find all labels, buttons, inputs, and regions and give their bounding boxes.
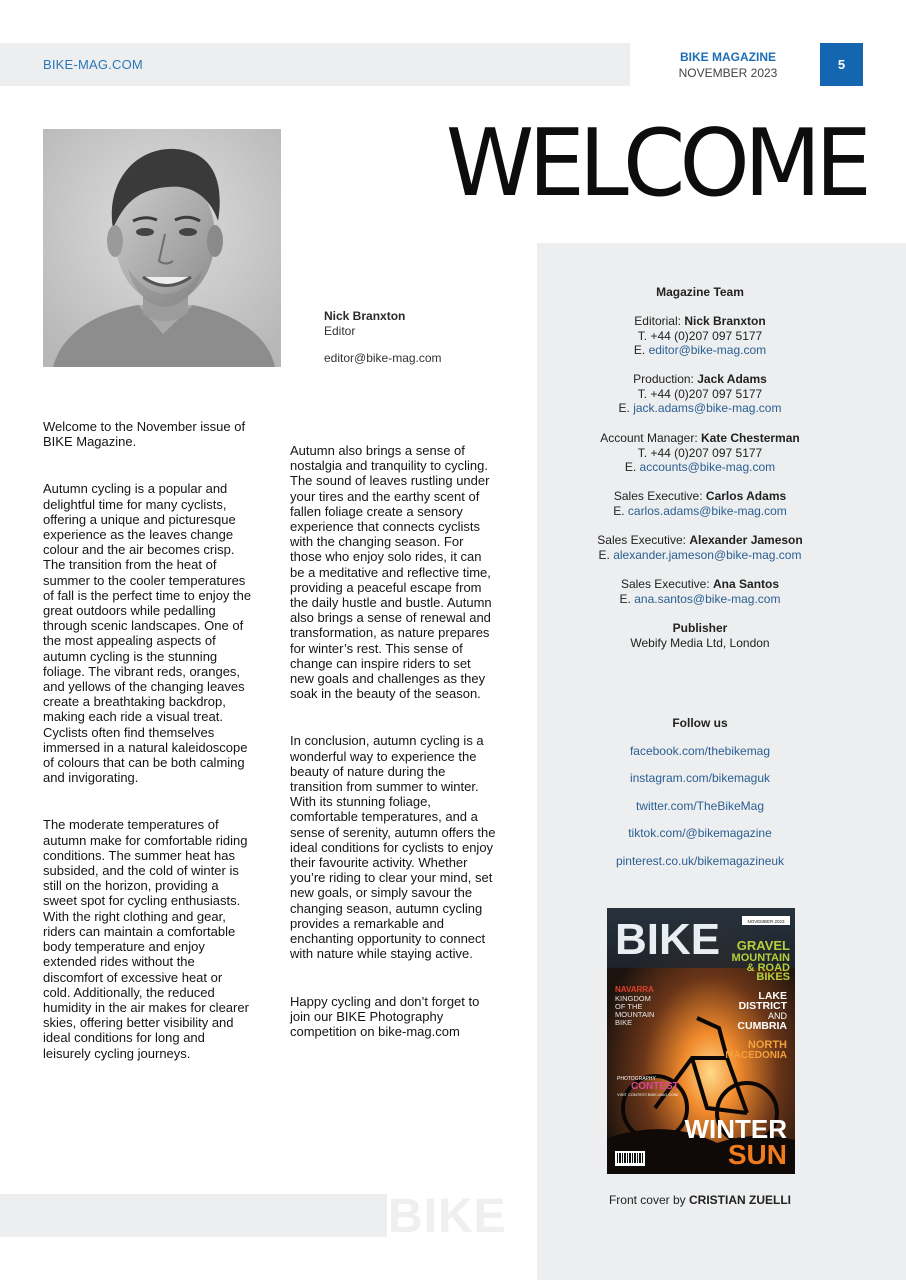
contact-phone: T. +44 (0)207 097 5177 (637, 328, 763, 343)
contact-sales-3: Sales Executive: Ana Santos E. ana.santos@bike-mag.com (619, 577, 781, 606)
contact-email[interactable]: alexander.jameson@bike-mag.com (613, 547, 802, 562)
article-paragraph: Autumn also brings a sense of nostalgia and tranquility to cycling. The sound of leaves rustling under your tires and the earthy scent of fallen foliage create a sensory experience that connects cyclists with the changing season. For those who enjoy solo rides, it can be a meditative and reflective time, providing a peaceful escape from the daily hustle and bustle. Autumn also brings a sense of renewal and transformation, as nature prepares for winter’s rest. This sense of change can inspire riders to set new goals and challenges as they soak in the beauty of the season. (290, 443, 492, 702)
svg-text:BIKE: BIKE (615, 1018, 633, 1027)
svg-text:AND: AND (767, 1011, 787, 1021)
article-paragraph: Autumn cycling is a popular and delightful time for many cyclists, offering a unique and picturesque experience as the leaves change colour and the air becomes crisp. The transition from the heat of summer to the cooler temperatures of fall is the perfect time to enjoy the great outdoors while pedalling through scenic landscapes. One of the most appealing aspects of autumn cycling is the stunning foliage. The vibrant reds, oranges, and yellows of the changing leaves create a breathtaking backdrop, making each ride a visual treat. Cyclists often find themselves immersed in a natural kaleidoscope of colours that can be both calming and invigorating. (43, 481, 252, 786)
cover-headline-winter: WINTER (684, 1114, 787, 1144)
editor-portrait (43, 129, 281, 367)
team-heading: Magazine Team (656, 285, 744, 299)
svg-text:BIKES: BIKES (756, 971, 790, 983)
svg-text:MOUNTAIN: MOUNTAIN (615, 1010, 655, 1019)
contact-name: Jack Adams (697, 372, 767, 386)
article-paragraph: In conclusion, autumn cycling is a wonderful way to experience the beauty of nature during the transition from summer to winter. With its stunning foliage, comfortable temperatures, and a sense of serenity, autumn offers the ideal conditions for cyclists to enjoy their favourite activity. Whether you’re riding to clear your mind, set new goals, or simply savour the changing season, autumn cycling provides a remarkable and enchanting opportunity to connect with nature while staying active. (290, 733, 496, 962)
article-paragraph: Happy cycling and don’t forget to join our BIKE Photography competition on bike-mag.com (290, 993, 480, 1039)
instagram-link[interactable]: instagram.com/bikemaguk (629, 771, 771, 785)
contact-role: Editorial: (634, 314, 681, 328)
svg-text:NAVARRA: NAVARRA (615, 985, 654, 994)
contact-email[interactable]: jack.adams@bike-mag.com (633, 401, 782, 416)
contact-email[interactable]: editor@bike-mag.com (648, 343, 767, 358)
svg-text:CONTEST: CONTEST (631, 1081, 679, 1092)
publisher-block (537, 621, 863, 650)
tiktok-link[interactable]: tiktok.com/@bikemagazine (628, 826, 772, 840)
contact-phone: T. +44 (0)207 097 5177 (637, 386, 763, 401)
contact-phone: T. +44 (0)207 097 5177 (637, 445, 763, 460)
svg-text:PHOTOGRAPHY: PHOTOGRAPHY (617, 1076, 656, 1082)
svg-text:NORTH: NORTH (747, 1039, 787, 1051)
contact-name: Carlos Adams (705, 489, 787, 503)
svg-text:KINGDOM: KINGDOM (615, 994, 651, 1003)
contact-role: Account Manager: (600, 431, 698, 445)
contact-name: Kate Chesterman (701, 431, 800, 445)
svg-text:MACEDONIA: MACEDONIA (725, 1050, 787, 1061)
article-paragraph: The moderate temperatures of autumn make for comfortable riding conditions. The summer heat has subsided, and the cold of winter is still on the horizon, providing a sweet spot for cycling enthusiasts. With the right clothing and gear, riders can maintain a comfortable body temperature and enjoy extended rides without the discomfort of excessive heat or cold. Additionally, the reduced humidity in the air makes for clearer skies, offering better visibility and ideal conditions for long and leisurely cycling journeys. (43, 817, 249, 1061)
contact-name: Nick Branxton (684, 314, 766, 328)
contact-role: Sales Executive: (597, 533, 686, 547)
svg-text:& ROAD: & ROAD (746, 962, 790, 974)
contact-email[interactable]: accounts@bike-mag.com (639, 460, 776, 475)
editor-role: Editor (324, 324, 356, 338)
publisher-name: Webify Media Ltd, London (630, 635, 770, 650)
svg-text:DISTRICT: DISTRICT (738, 1000, 787, 1012)
contact-production: Production: Jack Adams T. +44 (0)207 097 5177 E. jack.adams@bike-mag.com (537, 372, 863, 416)
article-column-1 (43, 419, 253, 1093)
cover-masthead: BIKE (615, 915, 721, 964)
svg-text:CUMBRIA: CUMBRIA (737, 1020, 787, 1032)
contact-sales-1: Sales Executive: Carlos Adams E. carlos.adams@bike-mag.com (613, 489, 787, 518)
svg-text:VISIT CONTEST.BIKE-MAG.COM: VISIT CONTEST.BIKE-MAG.COM (617, 1092, 678, 1097)
publisher-label: Publisher (672, 621, 728, 635)
contact-account-manager: Account Manager: Kate Chesterman T. +44 (0)207 097 5177 E. accounts@bike-mag.com (537, 431, 863, 475)
article-column-2 (290, 443, 498, 1071)
page-headline: WELCOME (445, 109, 866, 217)
svg-text:GRAVEL: GRAVEL (736, 938, 790, 953)
page-number-badge: 5 (820, 43, 863, 86)
svg-text:LAKE: LAKE (758, 990, 787, 1002)
magazine-cover-image (607, 908, 795, 1174)
contact-email[interactable]: ana.santos@bike-mag.com (634, 591, 781, 606)
contact-email[interactable]: carlos.adams@bike-mag.com (627, 503, 787, 518)
cover-headline-sun: SUN (727, 1139, 787, 1170)
editor-email[interactable]: editor@bike-mag.com (324, 351, 442, 365)
magazine-name: BIKE MAGAZINE (680, 50, 776, 64)
facebook-link[interactable]: facebook.com/thebikemag (629, 744, 771, 758)
contact-role: Sales Executive: (613, 489, 703, 503)
contact-role: Sales Executive: (620, 577, 710, 591)
site-url[interactable]: BIKE-MAG.COM (43, 57, 143, 72)
editor-name: Nick Branxton (324, 309, 406, 323)
contact-name: Alexander Jameson (689, 533, 803, 547)
contact-editorial: Editorial: Nick Branxton T. +44 (0)207 097 5177 E. editor@bike-mag.com (537, 314, 863, 358)
twitter-link[interactable]: twitter.com/TheBikeMag (635, 799, 765, 813)
svg-text:MOUNTAIN: MOUNTAIN (731, 952, 790, 964)
svg-text:OF THE: OF THE (615, 1002, 643, 1011)
article-paragraph: Welcome to the November issue of BIKE Magazine. (43, 419, 246, 450)
footer-wordmark: BIKE (388, 1190, 507, 1243)
follow-heading: Follow us (672, 716, 728, 730)
issue-date: NOVEMBER 2023 (678, 66, 778, 80)
contact-name: Ana Santos (713, 577, 780, 591)
cover-date: NOVEMBER 2023 (747, 919, 785, 924)
contact-sales-2: Sales Executive: Alexander Jameson E. alexander.jameson@bike-mag.com (597, 533, 803, 562)
pinterest-link[interactable]: pinterest.co.uk/bikemagazineuk (615, 854, 785, 868)
footer-band (0, 1194, 387, 1237)
contact-role: Production: (633, 372, 694, 386)
cover-caption: Front cover by CRISTIAN ZUELLI (608, 1193, 792, 1207)
